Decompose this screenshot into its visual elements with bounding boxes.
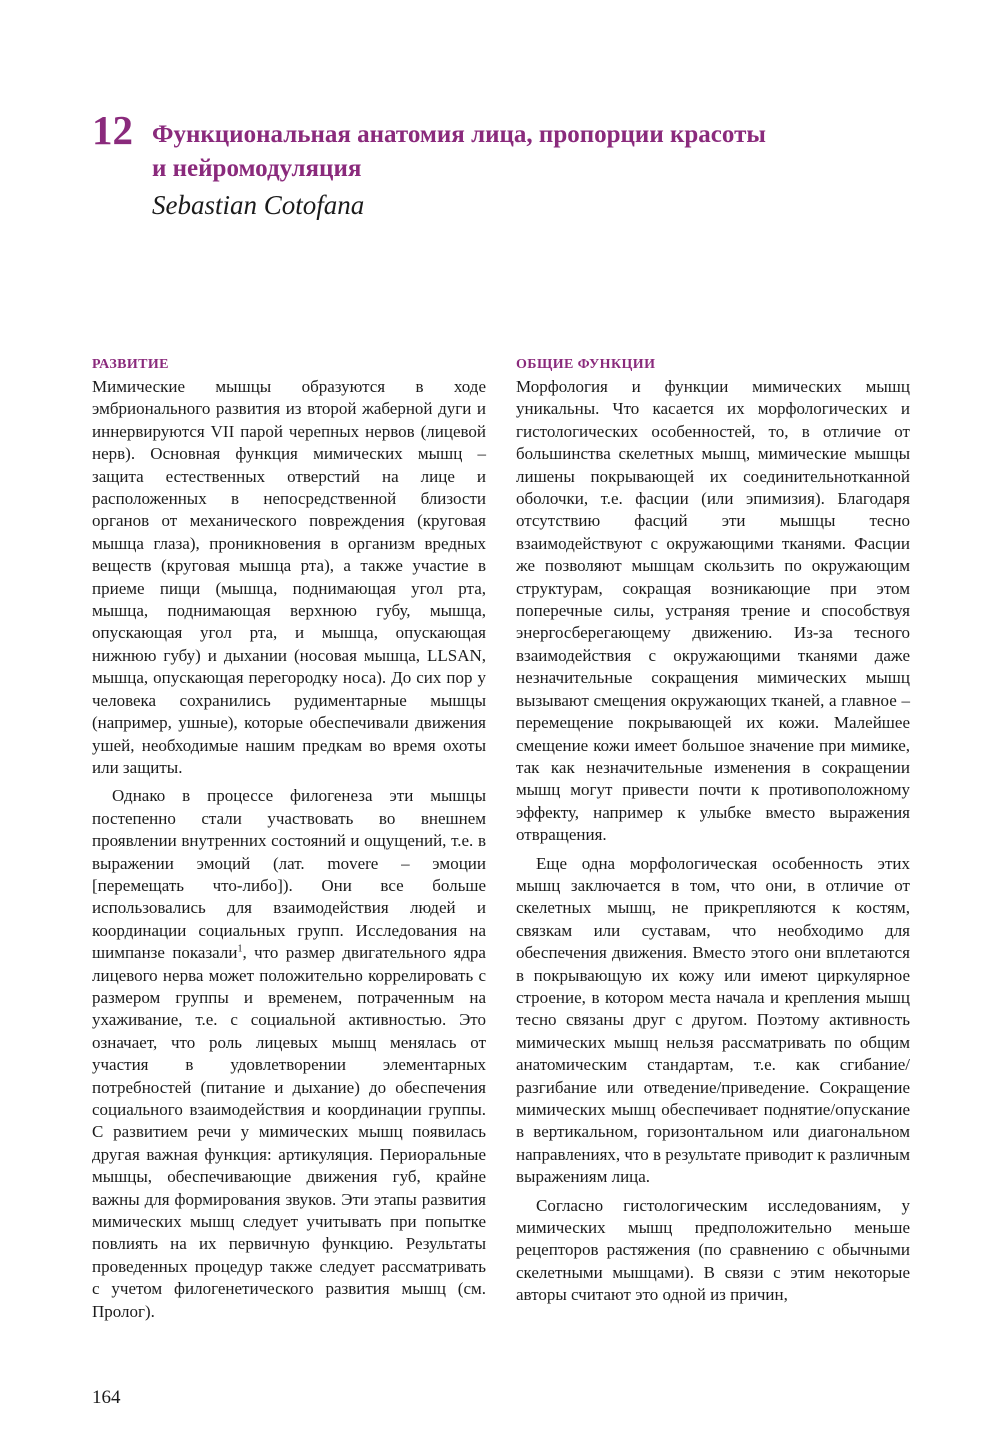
paragraph: Еще одна морфологическая особенность этих мышц заключается в том, что они, в отличие от скелетных мышц, не прикрепляются к костям, связкам или суставам, что необходимо для обеспечения движения. Вместо этого они вплетаются в покрывающую их кожу или имеют циркулярное строение, в котором места начала и крепления мышц тесно связаны друг с другом. Поэтому активность мимических мышц нельзя рассматривать по общим анатомическим стандартам, т.е. как сгибание/разгибание или отведение/приведение. Сокращение мимических мышц обеспечивает поднятие/опускание в вертикальном, горизонтальном или диагональном направлениях, что в результате приводит к различным выражениям лица. (516, 853, 910, 1187)
chapter-author: Sebastian Cotofana (152, 190, 365, 220)
footnote-reference[interactable]: 1 (237, 943, 243, 955)
chapter-title-line-1: Функциональная анатомия лица, пропорции красоты (152, 121, 766, 148)
section-heading-development: РАЗВИТИЕ (92, 357, 169, 372)
chapter-title (152, 118, 912, 186)
paragraph: Согласно гистологическим исследованиям, у мимических мышц предположительно меньше рецепторов растяжения (по сравнению с обычными скелетными мышцами). В связи с этим некоторые авторы считают это одной из причин, (516, 1195, 910, 1305)
paragraph: Мимические мышцы образуются в ходе эмбрионального развития из второй жаберной дуги и иннервируются VII парой черепных нервов (лицевой нерв). Основная функция мимических мышц – защита естественных отверстий на лице и расположенных в непосредственной близости органов от механического повреждения (круговая мышца глаза), проникновения в организм вредных веществ (круговая мышца рта), а также участие в приеме пищи (мышца, поднимающая угол рта, мышца, поднимающая верхнюю губу, мышца, опускающая угол рта, и мышца, опускающая нижнюю губу) и дыхании (носовая мышца, LLSAN, мышца, опускающая перегородку носа). До сих пор у человека сохранились рудиментарные мышцы (например, ушные), которые обеспечивали движения ушей, необходимые нашим предкам во время охоты или защиты. (92, 377, 486, 777)
page-number: 164 (92, 1387, 121, 1408)
section-heading-general-functions: ОБЩИЕ ФУНКЦИИ (516, 357, 656, 372)
left-column (92, 356, 486, 1329)
paragraph-text: , что размер двигательного ядра лицевого нерва может положительно коррелировать с размером группы и временем, потраченным на ухаживание, т.е. с социальной активностью. Это означает, что роль лицевых мышц менялась от участия в удовлетворении элементарных потребностей (питание и дыхание) до обеспечения социального взаимодействия и координации группы. С развитием речи у мимических мышц появилась другая важная функция: артикуляция. Периоральные мышцы, обеспечивающие движения губ, крайне важны для формирования звуков. Эти этапы развития мимических мышц следует учитывать при попытке повлиять на их первичную функцию. Результаты проведенных процедур также следует рассматривать с учетом филогенетического развития мышц (см. Пролог). (92, 943, 486, 1321)
paragraph-text: Однако в процессе филогенеза эти мышцы постепенно стали участвовать во внешнем проявлении внутренних состояний и ощущений, т.е. в выражении эмоций (лат. movere – эмоции [перемещать что-либо]). Они все больше использовались для взаимодействия людей и координации социальных групп. Исследования на шимпанзе показали (92, 786, 486, 963)
chapter-number: 12 (92, 107, 133, 153)
paragraph (92, 785, 486, 1323)
right-column (516, 356, 910, 1313)
chapter-title-line-2: и нейромодуляция (152, 155, 362, 182)
paragraph: Морфология и функции мимических мышц уникальны. Что касается их морфологических и гистологических особенностей, то, в отличие от большинства скелетных мышц, мимические мышцы лишены покрывающей их соединительнотканной оболочки, т.е. фасции (или эпимизия). Благодаря отсутствию фасций эти мышцы тесно взаимодействуют с окружающими тканями. Фасции же позволяют мышцам скользить по окружающим структурам, сокращая возникающие при этом поперечные силы, устраняя трение и способствуя энергосберегающему движению. Из-за тесного взаимодействия с окружающими тканями даже незначительные сокращения мимических мышц вызывают смещения окружающих тканей, а главное – перемещение покрывающей их кожи. Малейшее смещение кожи имеет большое значение при мимике, так как незначительные изменения в сокращении мышц могут привести почти к противоположному эффекту, например к улыбке вместо выражения отвращения. (516, 377, 910, 845)
